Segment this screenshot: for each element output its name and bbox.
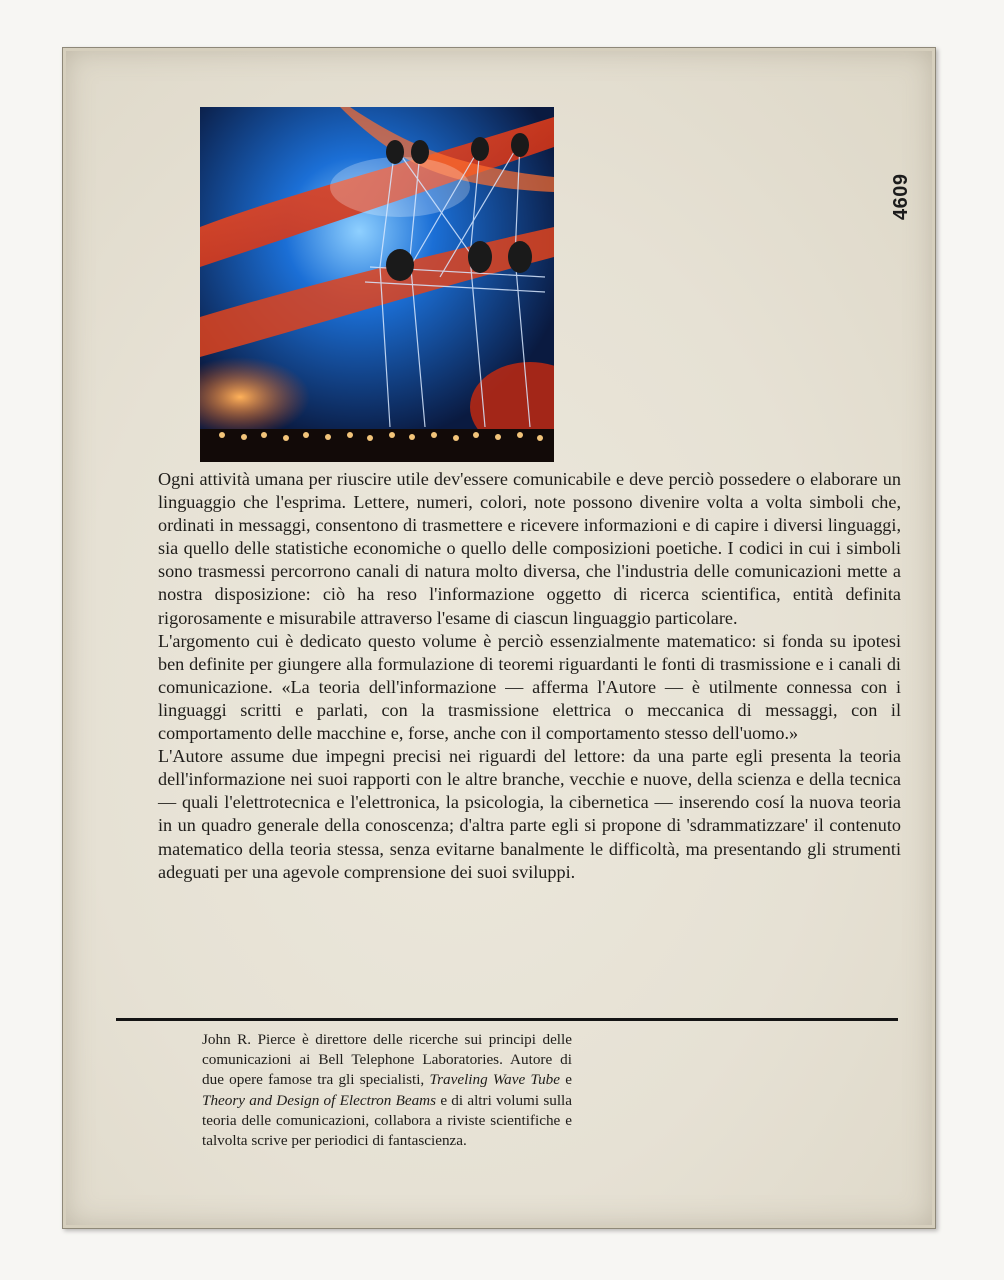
bio-text-1: John R. Pierce è direttore delle ricerche sui principi delle comunicazioni ai Bell Telephone Laboratories. Autore di due opere famose tra gli specialisti,: [202, 1031, 572, 1089]
blurb-paragraph-1: Ogni attività umana per riuscire utile dev'essere comunicabile e deve perciò possedere o elaborare un linguaggio che l'esprima. Lettere, numeri, colori, note possono divenire volta a volta simboli che, ordinati in messaggi, consentono di trasmettere e ricevere informazioni e di capire i diversi linguaggi, sia quello delle statistiche economiche o quello delle composizioni poetiche. I codici in cui i simboli sono trasmessi percorrono canali di natura molto diversa, che l'industria delle comunicazioni mette a nostra disposizione: ciò ha reso l'informazione oggetto di ricerca scientifica, entità definita rigorosamente e misurabile attraverso l'esame di ciascun linguaggio particolare.: [158, 469, 901, 628]
circuit-photo-icon: [200, 107, 554, 462]
catalog-number: 4609: [890, 173, 912, 220]
bio-title-2: Theory and Design of Electron Beams: [202, 1091, 437, 1109]
cover-photo: [200, 107, 554, 462]
blurb-paragraph-3: L'Autore assume due impegni precisi nei riguardi del lettore: da una parte egli presenta la teoria dell'informazione nei suoi rapporti con le altre branche, vecchie e nuove, della scienza e della tecnica — quali l'elettrotecnica e l'elettronica, la psicologia, la cibernetica — inserendo cosí la nuova teoria in un quadro generale della conoscenza; d'altra parte egli si propone di 'sdrammatizzare' il contenuto matematico della teoria stessa, senza evitarne banalmente le difficoltà, ma presentando gli strumenti adeguati per una agevole comprensione dei suoi sviluppi.: [158, 746, 901, 882]
bio-title-1: Traveling Wave Tube: [429, 1071, 561, 1089]
blurb-paragraph-2: L'argomento cui è dedicato questo volume è perciò essenzialmente matematico: si fonda su ipotesi ben definite per giungere alla formulazione di teoremi riguardanti le fonti di trasmissione e i canali di comunicazione. «La teoria dell'informazione — afferma l'Autore — è utilmente connessa con i linguaggi scritti e parlati, con la trasmissione elettrica o meccanica di messaggi, con il comportamento delle macchine e, forse, anche con il comportamento stesso dell'uomo.»: [158, 630, 901, 744]
blurb-text: [158, 468, 901, 884]
author-bio: [202, 1030, 572, 1151]
divider-rule: [116, 1018, 898, 1021]
bio-text-2: e di altri volumi sulla teoria delle comunicazioni, collabora a riviste scientifiche e talvolta scrive per periodici di fantascienza.: [202, 1091, 573, 1150]
bio-conj: e: [560, 1071, 572, 1089]
